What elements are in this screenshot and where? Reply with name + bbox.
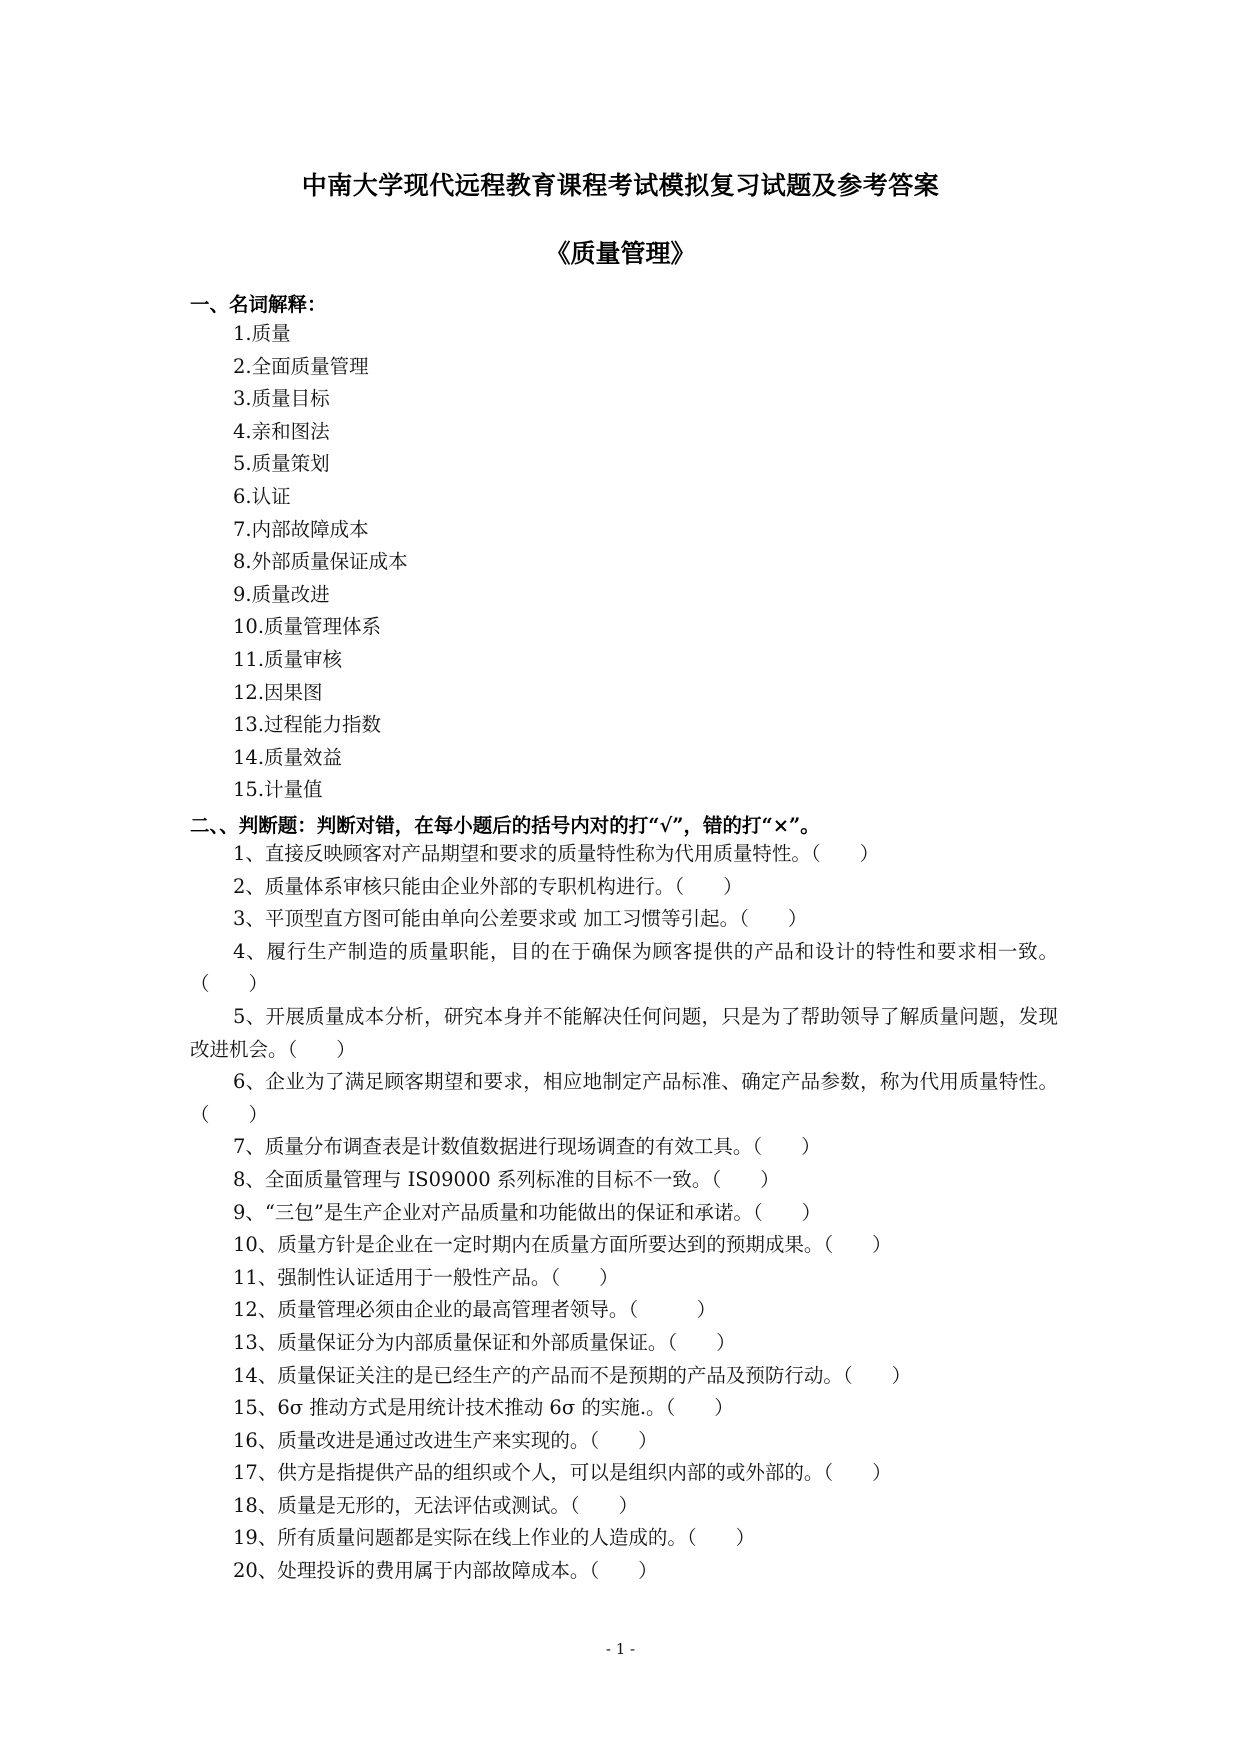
term-item: 4.亲和图法	[233, 419, 330, 443]
page-number: - 1 -	[605, 1640, 636, 1658]
term-item: 7.内部故障成本	[233, 517, 369, 541]
question-item: 16、质量改进是通过改进生产来实现的。（ ）	[233, 1428, 658, 1452]
question-item: 15、6σ 推动方式是用统计技术推动 6σ 的实施.。（ ）	[233, 1396, 734, 1420]
term-item: 14.质量效益	[233, 745, 343, 769]
question-item: 2、质量体系审核只能由企业外部的专职机构进行。（ ）	[233, 874, 743, 898]
definition-term-list	[233, 318, 408, 807]
question-item: 6、企业为了满足顾客期望和要求，相应地制定产品标准、确定产品参数，称为代用质量特性。（ ）	[190, 1070, 1058, 1126]
question-item: 1、直接反映顾客对产品期望和要求的质量特性称为代用质量特性。（ ）	[233, 842, 880, 865]
section-heading-definitions: 一、名词解释：	[190, 293, 327, 316]
term-item: 10.质量管理体系	[233, 615, 382, 639]
document-title: 中南大学现代远程教育课程考试模拟复习试题及参考答案	[301, 171, 940, 200]
term-item: 13.过程能力指数	[233, 713, 382, 737]
term-item: 8.外部质量保证成本	[233, 550, 408, 574]
question-item: 10、质量方针是企业在一定时期内在质量方面所要达到的预期成果。（ ）	[233, 1233, 892, 1257]
term-item: 5.质量策划	[233, 452, 330, 476]
question-item: 17、供方是指提供产品的组织或个人，可以是组织内部的或外部的。（ ）	[233, 1461, 892, 1485]
question-item: 14、质量保证关注的是已经生产的产品而不是预期的产品及预防行动。（ ）	[233, 1363, 912, 1387]
true-false-question-list	[190, 838, 1058, 1588]
term-item: 2.全面质量管理	[233, 354, 369, 378]
term-item: 15.计量值	[233, 778, 323, 802]
question-item: 19、所有质量问题都是实际在线上作业的人造成的。（ ）	[233, 1526, 756, 1550]
question-item: 8、全面质量管理与 IS09000 系列标准的目标不一致。（ ）	[233, 1167, 780, 1191]
question-item: 13、质量保证分为内部质量保证和外部质量保证。（ ）	[233, 1330, 736, 1354]
term-item: 3.质量目标	[233, 387, 330, 411]
document-subtitle: 《质量管理》	[545, 239, 696, 268]
question-item: 11、强制性认证适用于一般性产品。（ ）	[233, 1265, 619, 1289]
term-item: 6.认证	[233, 484, 291, 508]
section-heading-true-false: 二、、判断题：判断对错，在每小题后的括号内对的打“√”，错的打“×”。	[190, 814, 820, 837]
question-item: 4、履行生产制造的质量职能，目的在于确保为顾客提供的产品和设计的特性和要求相一致。（ ）	[190, 939, 1058, 996]
question-item: 12、质量管理必须由企业的最高管理者领导。（ ）	[233, 1298, 717, 1322]
question-item: 9、“三包”是生产企业对产品质量和功能做出的保证和承诺。（ ）	[233, 1200, 822, 1224]
question-item: 18、质量是无形的，无法评估或测试。（ ）	[233, 1493, 639, 1517]
question-item: 5、开展质量成本分析，研究本身并不能解决任何问题，只是为了帮助领导了解质量问题，发现改进机会。（ ）	[190, 1004, 1058, 1061]
question-item: 20、处理投诉的费用属于内部故障成本。（ ）	[233, 1559, 658, 1583]
term-item: 1.质量	[233, 322, 291, 345]
question-item: 3、平顶型直方图可能由单向公差要求或 加工习惯等引起。（ ）	[233, 907, 808, 931]
question-item: 7、质量分布调查表是计数值数据进行现场调查的有效工具。（ ）	[233, 1135, 821, 1159]
term-item: 12.因果图	[233, 680, 323, 704]
term-item: 9.质量改进	[233, 582, 330, 606]
term-item: 11.质量审核	[233, 647, 343, 671]
